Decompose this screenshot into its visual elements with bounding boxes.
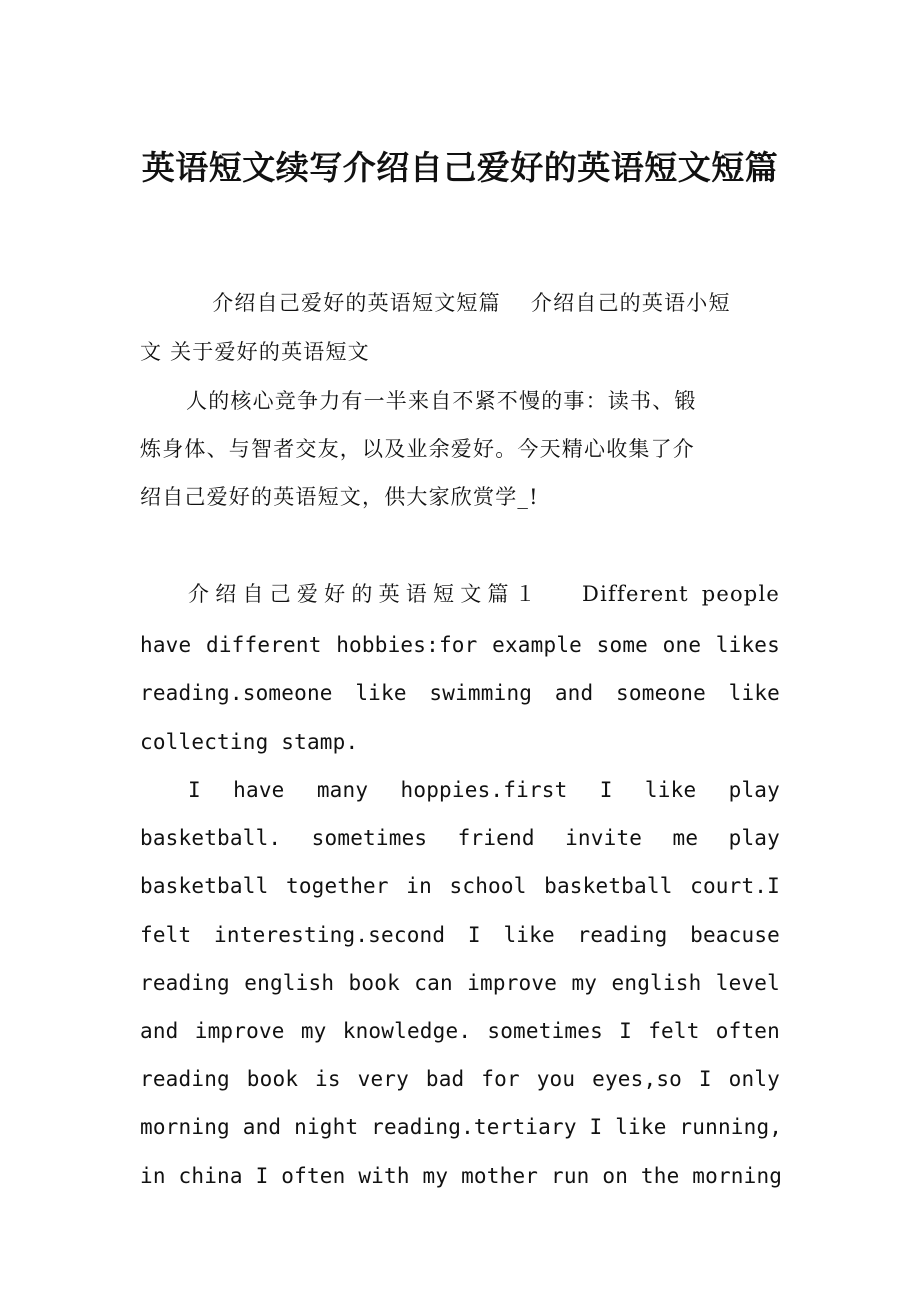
text-line: collecting stamp. (140, 730, 359, 754)
text-line: I have many hoppies.first I like play (188, 778, 780, 802)
text-line: 文 关于爱好的英语短文 (140, 340, 370, 364)
text-line: 介绍自己爱好的英语短文短篇 介绍自己的英语小短 (190, 291, 731, 315)
text-line: 绍自己爱好的英语短文，供大家欣赏学_! (140, 485, 539, 509)
text-line: morning and night reading.tertiary I like running, (140, 1115, 783, 1139)
text-line: reading english book can improve my english level (140, 971, 780, 995)
text-line: in china I often with my mother run on the morning (140, 1164, 783, 1188)
text-line: and improve my knowledge. sometimes I felt often (140, 1019, 780, 1043)
text-line: have different hobbies:for example some one likes (140, 633, 780, 657)
text-line: basketball together in school basketball court.I (140, 874, 780, 898)
text-line: 炼身体、与智者交友，以及业余爱好。今天精心收集了介 (140, 437, 695, 461)
text-line: felt interesting.second I like reading beacuse (140, 923, 780, 947)
text-line: 介绍自己爱好的英语短文篇１ Different people (188, 582, 780, 606)
text-line: 人的核心竞争力有一半来自不紧不慢的事：读书、锻 (186, 389, 697, 413)
document-title: 英语短文续写介绍自己爱好的英语短文短篇 (141, 148, 779, 187)
text-line: basketball. sometimes friend invite me play (140, 826, 780, 850)
text-line: reading book is very bad for you eyes,so I only (140, 1067, 780, 1091)
text-line: reading.someone like swimming and someone like (140, 681, 780, 705)
